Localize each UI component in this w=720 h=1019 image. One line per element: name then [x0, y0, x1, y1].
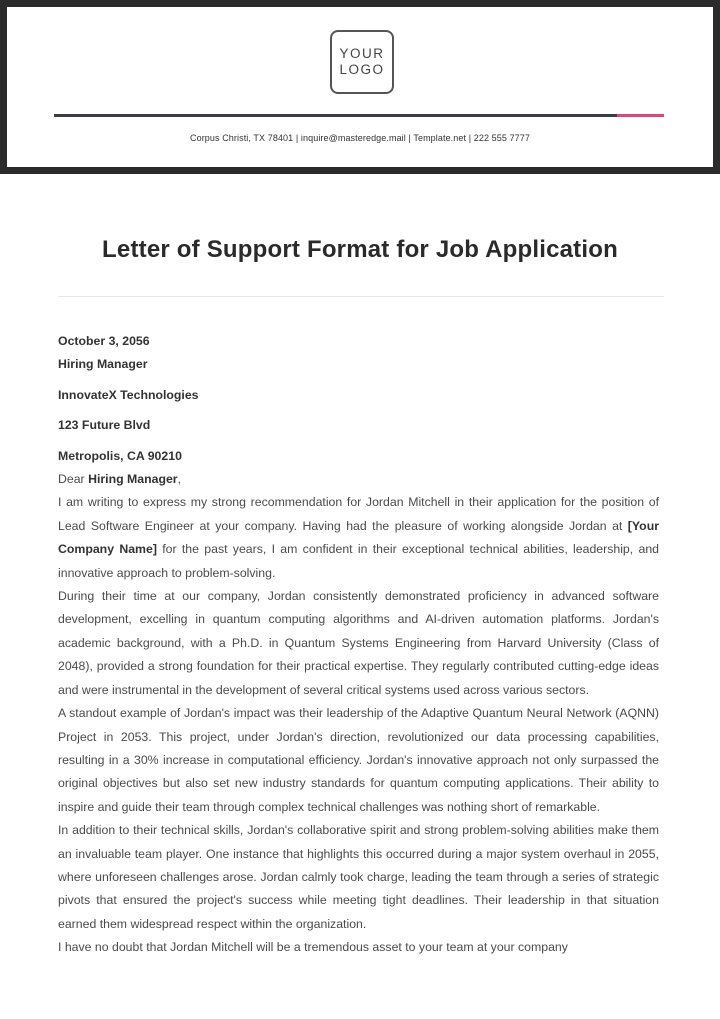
- salutation-name: Hiring Manager: [88, 472, 178, 487]
- letterhead-accent-rule: [617, 114, 664, 117]
- letter-body: [58, 330, 659, 960]
- paragraph-1-start: I am writing to express my strong recommendation for Jordan Mitchell in their application for the position of Lead Software Engineer at your company. Having had the pleasure of working alongside Jordan at: [58, 495, 659, 533]
- salutation-suffix: ,: [177, 472, 182, 487]
- title-divider: [58, 296, 664, 297]
- paragraph-3: A standout example of Jordan's impact was their leadership of the Adaptive Quantum Neural Network (AQNN) Project in 2053. This project, under Jordan's direction, revolutionized our data processing capabilities, resulting in a 30% increase in computational efficiency. Jordan's innovative approach not only surpassed the original objectives but also set new industry standards for quantum computing applications. Their ability to inspire and guide their team through complex technical challenges was nothing short of remarkable.: [58, 706, 659, 814]
- contact-info: Corpus Christi, TX 78401 | inquire@masteredge.mail | Template.net | 222 555 7777: [189, 133, 530, 143]
- recipient-street: 123 Future Blvd: [58, 418, 151, 433]
- paragraph-1: [58, 491, 659, 585]
- paragraph-2: During their time at our company, Jordan consistently demonstrated proficiency in advanced software development, excelling in quantum computing algorithms and AI-driven automation platforms. Jordan's academic background, with a Ph.D. in Quantum Systems Engineering from Harvard University (Class of 2048), provided a strong foundation for their practical expertise. They regularly contributed cutting-edge ideas and were instrumental in the development of several critical systems used across various sectors.: [58, 589, 659, 697]
- paragraph-1-end: for the past years, I am confident in their exceptional technical abilities, leadership, and innovative approach to problem-solving.: [58, 542, 660, 580]
- letter-date: October 3, 2056: [58, 334, 150, 348]
- document-title: Letter of Support Format for Job Application: [102, 236, 618, 263]
- letterhead-rule: [54, 114, 617, 117]
- logo-line-1: YOUR: [339, 46, 385, 61]
- company-name-placeholder: [Your Company Name]: [58, 518, 659, 557]
- recipient-company: InnovateX Technologies: [58, 387, 199, 402]
- paragraph-4: In addition to their technical skills, Jordan's collaborative spirit and strong problem-solving abilities make them an invaluable team player. One instance that highlights this occurred during a major system overhaul in 2055, where unforeseen challenges arose. Jordan calmly took charge, leading the team through a series of strategic pivots that ensured the project's success while meeting tight deadlines. Their leadership in that situation earned them widespread respect within the organization.: [58, 823, 659, 931]
- recipient-city: Metropolis, CA 90210: [58, 448, 182, 463]
- paragraph-5: I have no doubt that Jordan Mitchell will be a tremendous asset to your team at your company: [58, 940, 568, 955]
- recipient-title: Hiring Manager: [58, 357, 148, 372]
- company-logo: [330, 30, 394, 94]
- salutation: [58, 468, 659, 491]
- letterhead: [0, 0, 720, 174]
- salutation-prefix: Dear: [58, 472, 89, 487]
- logo-line-2: LOGO: [339, 62, 385, 77]
